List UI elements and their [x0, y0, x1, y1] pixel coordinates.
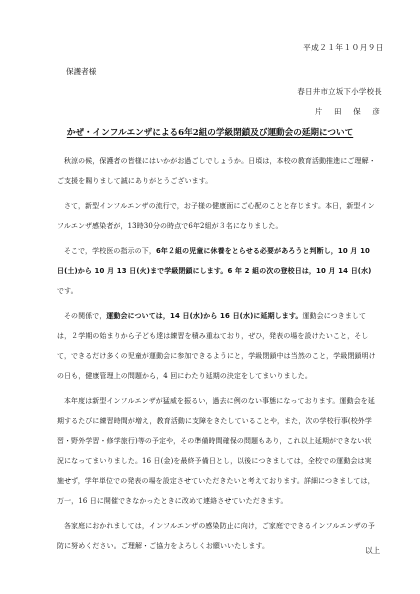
- sports-day-intro: その関係で，: [63, 312, 107, 320]
- sports-day-postpone: 運動会については，14 日(水)から 16 日(水)に延期します。: [106, 312, 303, 320]
- letter-body: [57, 151, 377, 561]
- addressee: 保護者様: [66, 67, 97, 76]
- sports-day-details: 運動会につきましては，２学期の始まりから子ども達は練習を積み重ねており，ぜひ，発表の場を設けたいこと，そして，できるだけ多くの児童が運動会に参加できるようにと，学級閉鎖中は当然のこと，学級閉鎖明けの日も，健康管理上の問題から，4 回にわたり延期の決定をしてまいりました。: [57, 312, 376, 380]
- paragraph-request: 各家庭におかれましては，インフルエンザの感染防止に向け，ご家庭でできるインフルエンザの予防に努めください。ご理解・ご協力をよろしくお願いいたします。: [57, 522, 375, 550]
- principal-name: 片 田 保 彦: [314, 107, 382, 116]
- title-text: かぜ・インフルエンザによる6年2組の学級閉鎖及び運動会の延期について: [66, 128, 354, 138]
- paragraph-closure: [57, 241, 377, 301]
- letter-date: 平成２１年１０月９日: [303, 43, 384, 52]
- paragraph-greeting: 秋涼の候，保護者の皆様にはいかがお過ごしでしょうか。日頃は，本校の教育活動推進にご理解・ご支援を賜りまして誠にありがとうございます。: [57, 157, 376, 185]
- letter-title: [0, 126, 420, 138]
- closure-details: 6年２組の児童に休養をとらせる必要があろうと判断し，10 月 10 日(土)から 10 月 13 日(火)まで学級閉鎖にします。6 年 2 組の次の登校日は，10 月 14 日(水): [57, 247, 372, 275]
- school-name: 春日井市立坂下小学校長: [297, 87, 382, 96]
- closing-mark: 以上: [365, 546, 380, 555]
- closure-end: です。: [57, 287, 78, 295]
- paragraph-schedule: 本年度は新型インフルエンザが猛威を振るい，過去に例のない事態になっております。運動会を延期するたびに練習時間が増え，教育活動に支障をきたしていることや，また，次の学校行事(校外学習・野外学習・修学旅行)等の予定や，その準備時間確保の問題もあり，これ以上延期ができない状況になってまいりました。16 日(金)を最終予備日とし，以後につきましては，全校での運動会は実施せず，学年単位での発表の場を設定させていただきたいと考えております。詳細につきましては，万一，16 日に開催できなかったときに改めて連絡させていただきます。: [57, 397, 375, 505]
- closure-intro: そこで，学校医の指示の下，: [63, 247, 156, 255]
- paragraph-situation: さて，新型インフルエンザの流行で，お子様の健康面にご心配のことと存じます。本日，新型インフルエンザ感染者が，13時30分の時点で6年2組が３名になりました。: [57, 202, 375, 230]
- paragraph-sports-day: [57, 306, 377, 386]
